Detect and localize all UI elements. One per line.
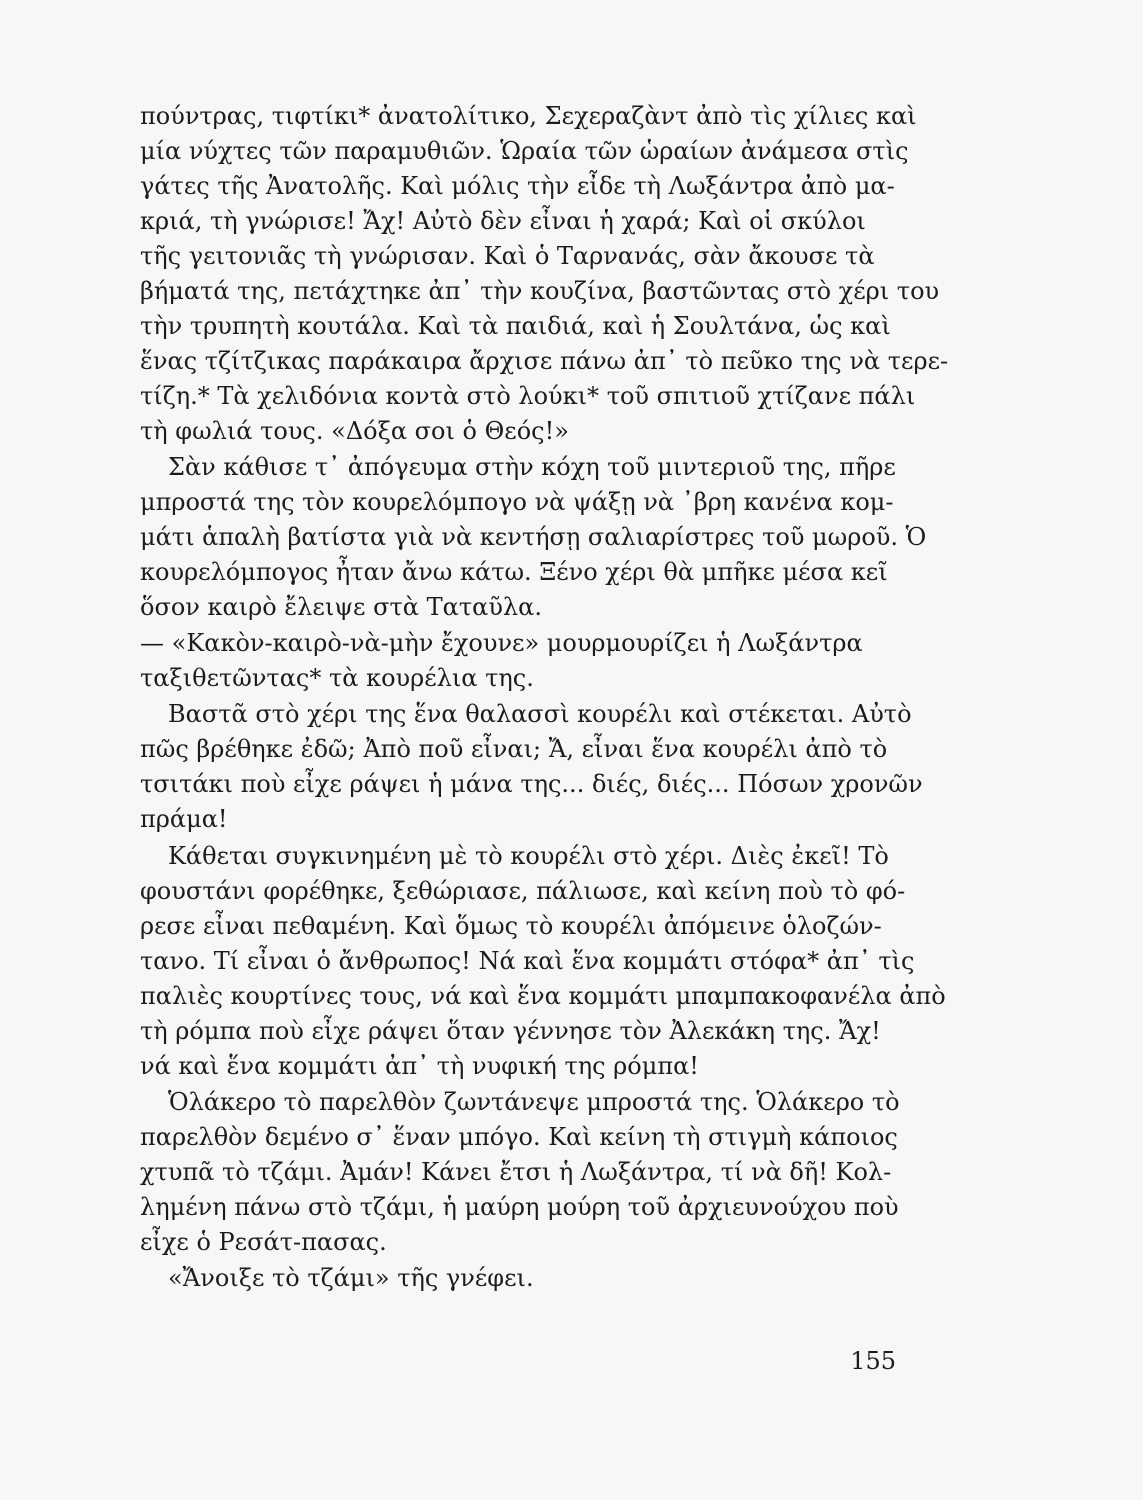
text-line: ταξιθετῶντας* τὰ κουρέλια της. [140, 664, 534, 692]
text-line: τὴν τρυπητὴ κουτάλα. Καὶ τὰ παιδιά, καὶ ἡ Σουλτάνα, ὡς καὶ [140, 312, 891, 340]
text-line: τίζη.* Τὰ χελιδόνια κοντὰ στὸ λούκι* τοῦ σπιτιοῦ χτίζανε πάλι [140, 382, 916, 410]
text-line: βήματά της, πετάχτηκε ἀπ᾿ τὴν κουζίνα, βαστῶντας στὸ χέρι του [140, 277, 940, 305]
text-line: κουρελόμπογος ἦταν ἄνω κάτω. Ξένο χέρι θὰ μπῆκε μέσα κεῖ [140, 558, 888, 586]
text-line: τὴ ρόμπα ποὺ εἶχε ράψει ὅταν γέννησε τὸν Ἀλεκάκη της. Ἄχ! [140, 1017, 881, 1045]
paragraph-start-line: Κάθεται συγκινημένη μὲ τὸ κουρέλι στὸ χέρι. Διὲς ἐκεῖ! Τὸ [168, 842, 889, 870]
text-line: πούντρας, τιφτίκι* ἀνατολίτικο, Σεχεραζὰντ ἀπὸ τὶς χίλιες καὶ [140, 102, 917, 130]
text-line: παλιὲς κουρτίνες τους, νά καὶ ἕνα κομμάτι μπαμπακοφανέλα ἀπὸ [140, 982, 946, 1010]
paragraph-start-line: Βαστᾶ στὸ χέρι της ἕνα θαλασσὶ κουρέλι καὶ στέκεται. Αὐτὸ [168, 700, 912, 728]
text-line: εἶχε ὁ Ρεσάτ-πασας. [140, 1228, 387, 1256]
text-line: γάτες τῆς Ἀνατολῆς. Καὶ μόλις τὴν εἶδε τὴ Λωξάντρα ἀπὸ μα- [140, 172, 895, 200]
text-line: μάτι ἁπαλὴ βατίστα γιὰ νὰ κεντήσῃ σαλιαρίστρες τοῦ μωροῦ. Ὁ [140, 523, 927, 551]
text-line: τανο. Τί εἶναι ὁ ἄνθρωπος! Νά καὶ ἕνα κομμάτι στόφα* ἀπ᾿ τὶς [140, 947, 915, 975]
paragraph-start-line: Σὰν κάθισε τ᾿ ἀπόγευμα στὴν κόχη τοῦ μιντεριοῦ της, πῆρε [168, 453, 896, 481]
paragraph-start-line: Ὁλάκερο τὸ παρελθὸν ζωντάνεψε μπροστά της. Ὁλάκερο τὸ [168, 1088, 900, 1116]
text-line: παρελθὸν δεμένο σ᾿ ἕναν μπόγο. Καὶ κείνη τὴ στιγμὴ κάποιος [140, 1123, 898, 1151]
text-line: μπροστά της τὸν κουρελόμπογο νὰ ψάξῃ νὰ ᾿βρη κανένα κομ- [140, 488, 894, 516]
text-line: τσιτάκι ποὺ εἶχε ράψει ἡ μάνα της... διές, διές... Πόσων χρονῶν [140, 770, 923, 798]
text-line: μία νύχτες τῶν παραμυθιῶν. Ὡραία τῶν ὡραίων ἀνάμεσα στὶς [140, 137, 909, 165]
text-line: ρεσε εἶναι πεθαμένη. Καὶ ὅμως τὸ κουρέλι ἀπόμεινε ὁλοζών- [140, 912, 882, 940]
text-line: πῶς βρέθηκε ἐδῶ; Ἀπὸ ποῦ εἶναι; Ἄ, εἶναι ἕνα κουρέλι ἀπὸ τὸ [140, 735, 888, 763]
text-line: λημένη πάνω στὸ τζάμι, ἡ μαύρη μούρη τοῦ ἀρχιευνούχου ποὺ [140, 1193, 899, 1221]
text-line: πράμα! [140, 805, 228, 833]
text-line: χτυπᾶ τὸ τζάμι. Ἀμάν! Κάνει ἔτσι ἡ Λωξάντρα, τί νὰ δῆ! Κολ- [140, 1158, 892, 1186]
text-line: ἕνας τζίτζικας παράκαιρα ἄρχισε πάνω ἀπ᾿ τὸ πεῦκο της νὰ τερε- [140, 347, 949, 375]
page-number: 155 [850, 1347, 896, 1375]
text-line: ὅσον καιρὸ ἔλειψε στὰ Ταταῦλα. [140, 593, 542, 621]
text-line: νά καὶ ἕνα κομμάτι ἀπ᾿ τὴ νυφική της ρόμπα! [140, 1052, 699, 1080]
paragraph-start-line: «Ἄνοιξε τὸ τζάμι» τῆς γνέφει. [168, 1264, 534, 1292]
text-line: κριά, τὴ γνώρισε! Ἄχ! Αὐτὸ δὲν εἶναι ἡ χαρά; Καὶ οἱ σκύλοι [140, 207, 866, 235]
dialogue-line: — «Κακὸν-καιρὸ-νὰ-μὴν ἔχουνε» μουρμουρίζει ἡ Λωξάντρα [140, 629, 863, 657]
text-line: φουστάνι φορέθηκε, ξεθώριασε, πάλιωσε, καὶ κείνη ποὺ τὸ φό- [140, 877, 906, 905]
text-line: τῆς γειτονιᾶς τὴ γνώρισαν. Καὶ ὁ Ταρνανάς, σὰν ἄκουσε τὰ [140, 242, 875, 270]
text-line: τὴ φωλιά τους. «Δόξα σοι ὁ Θεός!» [140, 417, 569, 445]
